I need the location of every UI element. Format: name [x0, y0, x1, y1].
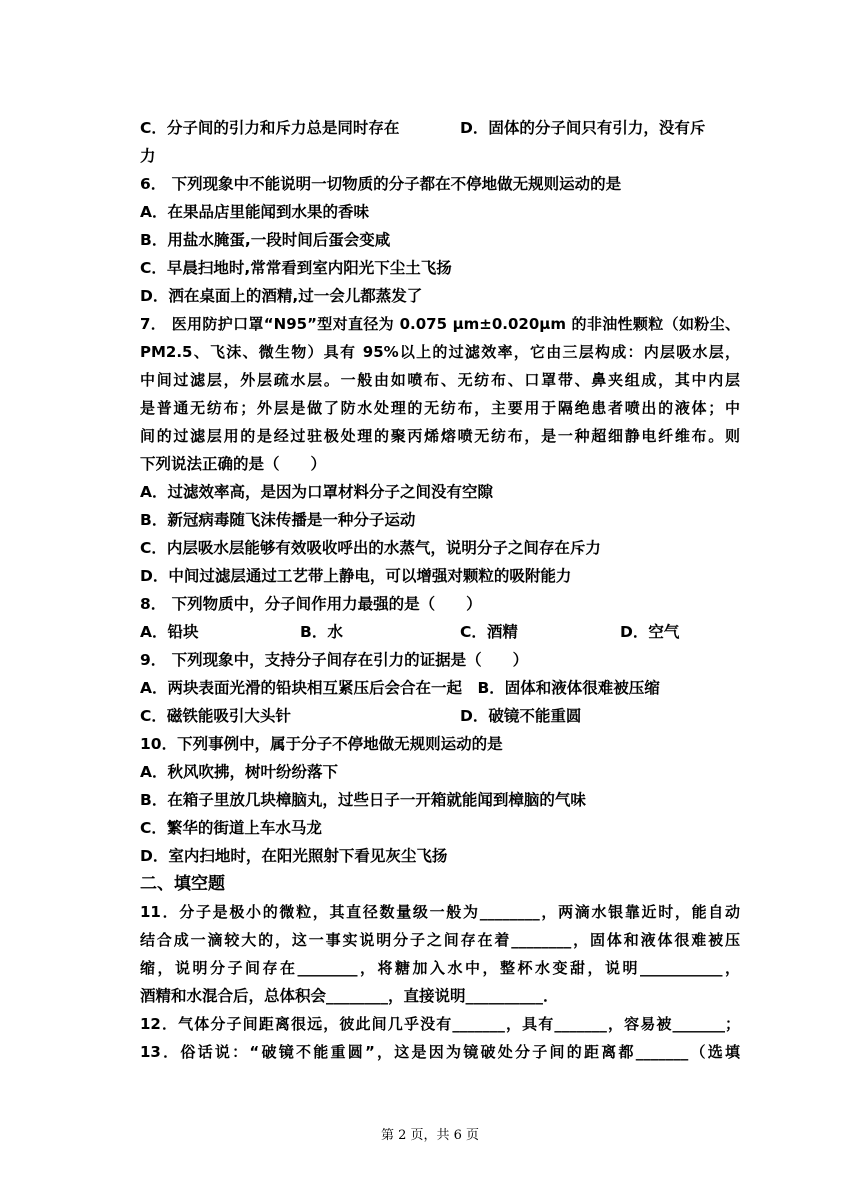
question-12: 12．气体分子间距离很远，彼此间几乎没有_______，具有_______，容易被_______； [140, 1015, 740, 1033]
question-10-stem: 10．下列事例中，属于分子不停地做无规则运动的是 [140, 735, 503, 753]
question-10-option-a: A．秋风吹拂，树叶纷纷落下 [140, 763, 338, 781]
question-7-stem-line-2: PM2.5、飞沫、微生物）具有 95%以上的过滤效率，它由三层构成：内层吸水层， [140, 343, 740, 361]
question-7-option-b: B．新冠病毒随飞沫传播是一种分子运动 [140, 511, 416, 529]
question-8-option-c: C．酒精 [460, 623, 518, 641]
question-6-stem: 6． 下列现象中不能说明一切物质的分子都在不停地做无规则运动的是 [140, 175, 622, 193]
question-11-line-1: 11．分子是极小的微粒，其直径数量级一般为________，两滴水银靠近时，能自动 [140, 903, 740, 921]
question-6-option-b: B．用盐水腌蛋,一段时间后蛋会变咸 [140, 231, 391, 249]
question-9-option-c: C．磁铁能吸引大头针 [140, 707, 291, 725]
question-9-options-cd [140, 702, 740, 730]
question-8-option-a: A．铅块 [140, 623, 199, 641]
option-d-continued: 力 [140, 147, 156, 165]
question-10-option-b: B．在箱子里放几块樟脑丸，过些日子一开箱就能闻到樟脑的气味 [140, 791, 586, 809]
option-d: D．固体的分子间只有引力，没有斥 [460, 119, 706, 137]
question-10-option-c: C．繁华的街道上车水马龙 [140, 819, 322, 837]
page-footer: 第 2 页，共 6 页 [380, 1128, 480, 1143]
question-7-stem-line-5: 间的过滤层用的是经过驻极处理的聚丙烯熔喷无纺布，是一种超细静电纤维布。则 [140, 427, 740, 445]
question-13: 13．俗话说：“破镜不能重圆”，这是因为镜破处分子间的距离都_______（选填 [140, 1043, 740, 1061]
section-heading: 二、填空题 [140, 874, 225, 894]
question-11-line-2: 结合成一滴较大的，这一事实说明分子之间存在着________，固体和液体很难被压 [140, 931, 740, 949]
question-8-option-d: D．空气 [620, 623, 680, 641]
question-7-option-c: C．内层吸水层能够有效吸收呼出的水蒸气，说明分子之间存在斥力 [140, 539, 601, 557]
question-6-option-a: A．在果品店里能闻到水果的香味 [140, 203, 369, 221]
question-11-line-3: 缩，说明分子间存在________，将糖加入水中，整杯水变甜，说明___________， [140, 959, 740, 977]
question-8-option-b: B．水 [300, 623, 343, 641]
question-10-option-d: D．室内扫地时，在阳光照射下看见灰尘飞扬 [140, 847, 448, 865]
question-7-stem-line-1: 7． 医用防护口罩“N95”型对直径为 0.075 μm±0.020μm 的非油性颗粒（如粉尘、 [140, 315, 740, 333]
question-9-options-ab: A．两块表面光滑的铅块相互紧压后会合在一起 B．固体和液体很难被压缩 [140, 679, 660, 697]
question-9-stem: 9． 下列现象中，支持分子间存在引力的证据是（ ） [140, 651, 529, 669]
question-8-options [140, 618, 740, 646]
question-7-stem-line-4: 是普通无纺布；外层是做了防水处理的无纺布，主要用于隔绝患者喷出的液体；中 [140, 399, 740, 417]
question-7-option-a: A．过滤效率高，是因为口罩材料分子之间没有空隙 [140, 483, 493, 501]
question-11-line-4: 酒精和水混合后，总体积会________，直接说明__________． [140, 987, 559, 1005]
option-c: C．分子间的引力和斥力总是同时存在 [140, 119, 400, 137]
question-7-stem-line-3: 中间过滤层，外层疏水层。一般由如喷布、无纺布、口罩带、鼻夹组成，其中内层 [140, 371, 740, 389]
question-7-option-d: D．中间过滤层通过工艺带上静电，可以增强对颗粒的吸附能力 [140, 567, 572, 585]
question-6-option-c: C．早晨扫地时,常常看到室内阳光下尘土飞扬 [140, 259, 452, 277]
question-6-option-d: D．洒在桌面上的酒精,过一会儿都蒸发了 [140, 287, 423, 305]
page-content [140, 114, 740, 1066]
question-8-stem: 8． 下列物质中，分子间作用力最强的是（ ） [140, 595, 482, 613]
question-9-option-d: D．破镜不能重圆 [460, 707, 582, 725]
question-5-options-cd [140, 114, 740, 142]
question-7-stem-line-6: 下列说法正确的是（ ） [140, 455, 327, 473]
